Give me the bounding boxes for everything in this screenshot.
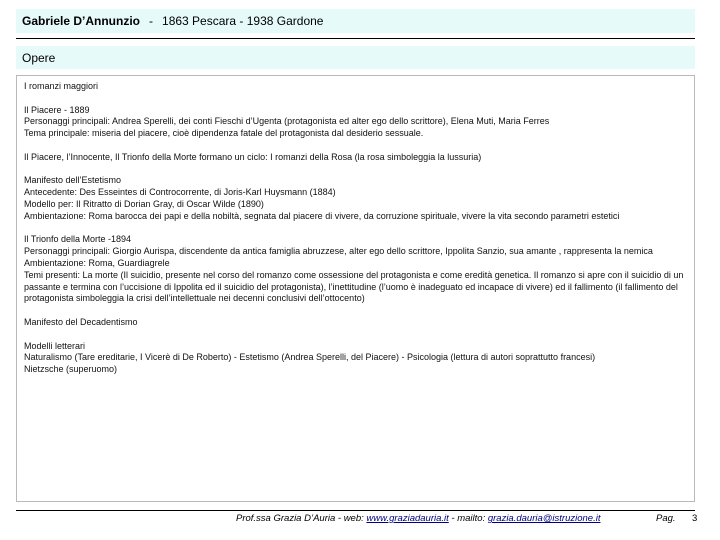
footer-rule xyxy=(16,510,695,511)
content-line: Modelli letterari xyxy=(24,340,86,351)
author-name: Gabriele D’Annunzio xyxy=(22,14,141,28)
content-line: Personaggi principali: Andrea Sperelli, dei conti Fieschi d’Ugenta (protagonista ed alter ego dello scrittore), Elena Muti, Maria Ferres xyxy=(24,116,550,127)
header-rule xyxy=(16,38,695,39)
section-bar xyxy=(16,46,695,69)
content-line: Il Piacere - 1889 xyxy=(24,104,90,115)
footer-credit xyxy=(236,513,600,524)
footer xyxy=(0,513,720,527)
content-line: I romanzi maggiori xyxy=(24,81,99,91)
section-title: Opere xyxy=(22,50,56,65)
author-dates: 1863 Pescara - 1938 Gardone xyxy=(162,14,324,28)
mail-prefix: - mailto: xyxy=(448,513,488,524)
credit-prefix: Prof.ssa Grazia D’Auria - web: xyxy=(236,513,367,524)
content-line: Temi presenti: La morte (Il suicidio, presente nel corso del romanzo come ossessione del protagonista e come eredità genetica. Il romanzo si apre con il suicidio di un passante e termina con l’uccisione di Ippolita ed il suicidio del protagonista), l’inettitudine (l’uomo è inadeguato ed incapace di vivere) ed il fallimento (il fallimento del protagonista simboleggia la crisi dell’intellettuale nei decenni conclusivi dell’ottocento) xyxy=(24,269,684,304)
content-line: Nietzsche (superuomo) xyxy=(24,364,118,375)
content-line: Manifesto del Decadentismo xyxy=(24,316,138,327)
web-link[interactable]: www.graziadauria.it xyxy=(366,513,449,524)
content-box xyxy=(16,75,695,502)
content-line: Naturalismo (Tare ereditarie, I Vicerè di De Roberto) - Estetismo (Andrea Sperelli, del Piacere) - Psicologia (lettura di autori soprattutto francesi) xyxy=(24,352,596,363)
content-line: Il Trionfo della Morte -1894 xyxy=(24,234,132,245)
content-line: Tema principale: miseria del piacere, cioè dipendenza fatale del protagonista dal desiderio sessuale. xyxy=(24,128,424,139)
content-line: Antecedente: Des Esseintes di Controcorrente, di Joris-Karl Huysmann (1884) xyxy=(24,187,336,198)
mail-link[interactable]: grazia.dauria@istruzione.it xyxy=(487,513,601,524)
content-line: Ambientazione: Roma, Guardiagrele xyxy=(24,257,170,268)
page-label: Pag. xyxy=(656,513,676,524)
content-paragraph xyxy=(24,175,688,222)
page-number: 3 xyxy=(692,513,698,524)
content-line: Manifesto dell’Estetismo xyxy=(24,175,122,186)
content-paragraph xyxy=(24,105,688,140)
content-line: Modello per: Il Ritratto di Dorian Gray, di Oscar Wilde (1890) xyxy=(24,198,264,209)
content-paragraph xyxy=(24,234,688,305)
content-line: Il Piacere, l’Innocente, Il Trionfo della Morte formano un ciclo: I romanzi della Rosa (la rosa simboleggia la lussuria) xyxy=(24,151,482,162)
content-paragraph xyxy=(24,81,688,93)
content-line: Ambientazione: Roma barocca dei papi e della nobiltà, segnata dal piacere di vivere, da corruzione spirituale, vivere la vita secondo parametri estetici xyxy=(24,210,620,221)
header-separator: - xyxy=(149,14,154,28)
header-bar xyxy=(16,9,695,33)
content-line: Personaggi principali: Giorgio Aurispa, discendente da antica famiglia abruzzese, alter ego dello scrittore, Ippolita Sanzio, sua amante , rappresenta la nemica xyxy=(24,246,653,257)
content-paragraph xyxy=(24,152,688,164)
content-paragraph xyxy=(24,317,688,329)
content-paragraph xyxy=(24,341,688,376)
